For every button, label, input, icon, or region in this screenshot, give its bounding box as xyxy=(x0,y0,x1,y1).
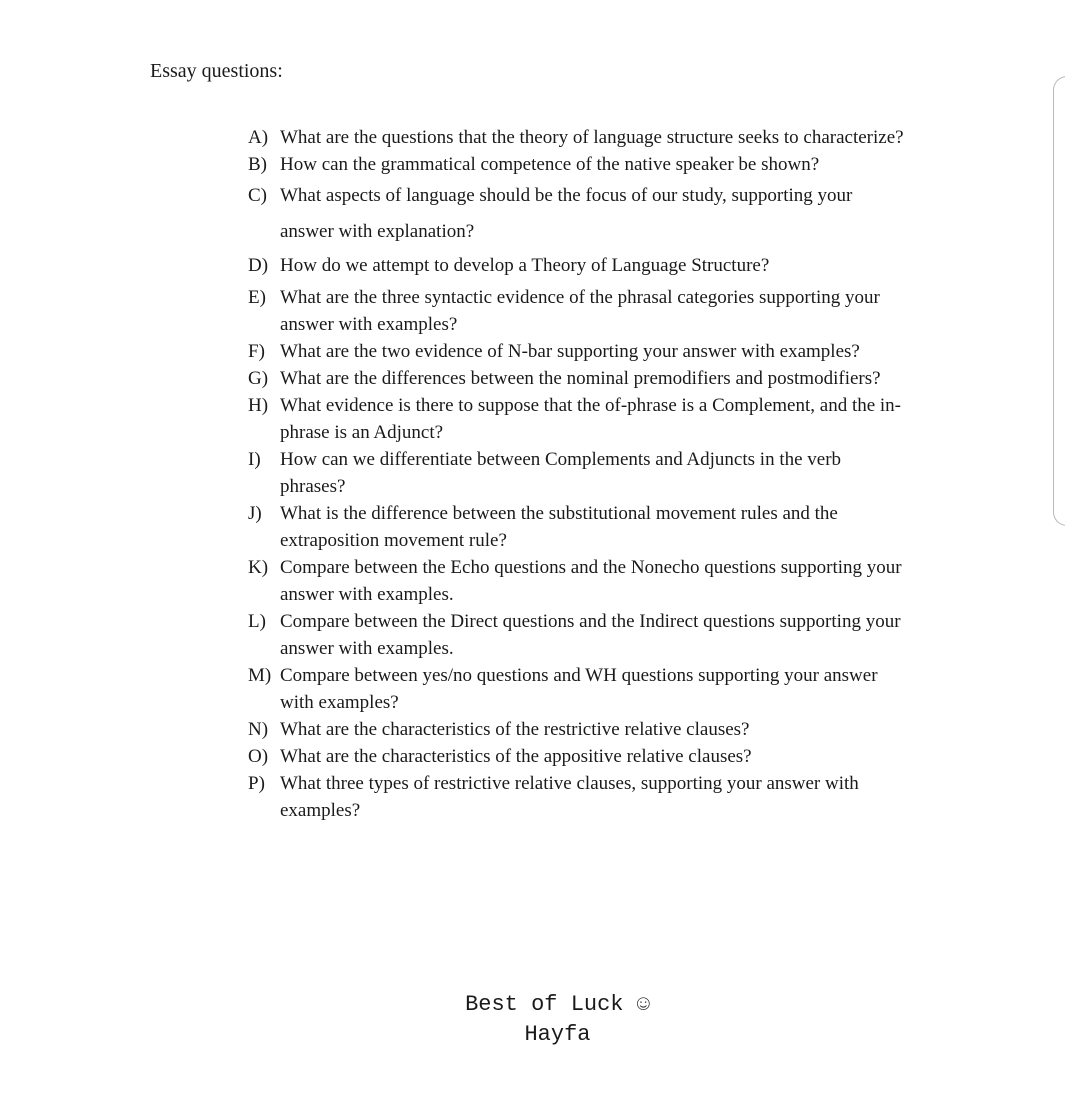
question-text: What are the characteristics of the restrictive relative clauses? xyxy=(280,719,750,740)
question-text: What are the two evidence of N-bar supporting your answer with examples? xyxy=(280,341,860,362)
question-text: What aspects of language should be the focus of our study, supporting your answer with explanation? xyxy=(280,185,853,242)
question-item-b xyxy=(248,151,908,178)
page-heading: Essay questions: xyxy=(150,60,283,82)
question-letter: D) xyxy=(248,255,269,276)
question-text: What are the characteristics of the appositive relative clauses? xyxy=(280,746,752,767)
question-item-l xyxy=(248,608,908,662)
question-letter: N) xyxy=(248,719,269,740)
question-letter: K) xyxy=(248,557,269,578)
question-text: What are the three syntactic evidence of the phrasal categories supporting your answer with examples? xyxy=(280,287,880,335)
question-item-i xyxy=(248,446,908,500)
question-item-m xyxy=(248,662,908,716)
closing-signature: Hayfa xyxy=(524,1022,591,1047)
question-item-d xyxy=(248,252,908,279)
side-panel-tab[interactable] xyxy=(1053,76,1065,526)
question-text: How can we differentiate between Complements and Adjuncts in the verb phrases? xyxy=(280,449,842,497)
question-list xyxy=(248,124,908,824)
question-letter: L) xyxy=(248,611,266,632)
closing-note xyxy=(0,990,1065,1050)
question-letter: J) xyxy=(248,503,262,524)
question-text: What evidence is there to suppose that the of-phrase is a Complement, and the in-phrase is an Adjunct? xyxy=(280,395,902,443)
question-letter: G) xyxy=(248,368,269,389)
question-text: What are the differences between the nominal premodifiers and postmodifiers? xyxy=(280,368,881,389)
question-letter: B) xyxy=(248,154,267,175)
question-item-f xyxy=(248,338,908,365)
question-letter: P) xyxy=(248,773,265,794)
question-text: Compare between the Echo questions and the Nonecho questions supporting your answer with examples. xyxy=(280,557,902,605)
question-letter: A) xyxy=(248,127,269,148)
question-letter: H) xyxy=(248,395,269,416)
question-letter: C) xyxy=(248,185,267,206)
question-letter: O) xyxy=(248,746,269,767)
question-letter: F) xyxy=(248,341,265,362)
closing-greeting: Best of Luck ☺ xyxy=(465,992,650,1017)
question-text: What three types of restrictive relative clauses, supporting your answer with examples? xyxy=(280,773,859,821)
question-text: Compare between yes/no questions and WH questions supporting your answer with examples? xyxy=(280,665,878,713)
question-text: How can the grammatical competence of the native speaker be shown? xyxy=(280,154,820,175)
question-letter: M) xyxy=(248,665,272,686)
question-text: What is the difference between the substitutional movement rules and the extraposition movement rule? xyxy=(280,503,838,551)
question-item-k xyxy=(248,554,908,608)
question-item-c xyxy=(248,178,908,250)
question-text: Compare between the Direct questions and the Indirect questions supporting your answer with examples. xyxy=(280,611,901,659)
question-letter: I) xyxy=(248,449,261,470)
question-item-h xyxy=(248,392,908,446)
question-item-p xyxy=(248,770,908,824)
question-item-g xyxy=(248,365,908,392)
question-item-j xyxy=(248,500,908,554)
question-text: What are the questions that the theory of language structure seeks to characterize? xyxy=(280,127,904,148)
question-item-e xyxy=(248,284,908,338)
question-letter: E) xyxy=(248,287,266,308)
question-item-a xyxy=(248,124,908,151)
question-item-n xyxy=(248,716,908,743)
question-text: How do we attempt to develop a Theory of Language Structure? xyxy=(280,255,770,276)
question-item-o xyxy=(248,743,908,770)
